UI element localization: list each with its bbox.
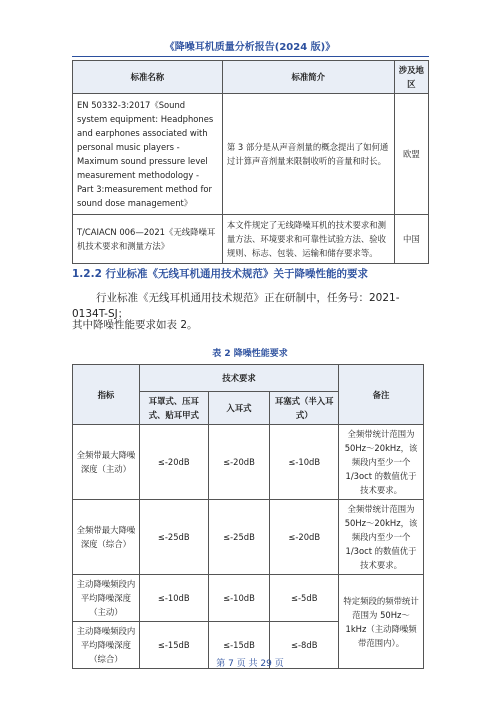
value-cell: ≤-10dB [270,425,339,500]
body-paragraph: 行业标准《无线耳机通用技术规范》正在研制中，任务号：2021-0134T-SJ； [72,292,400,320]
value-cell: ≤-25dB [139,500,208,575]
noise-table-header-row [73,365,424,392]
standard-intro-cell: 本文件规定了无线降噪耳机的技术要求和测量方法、环境要求和可靠性试验方法、验收规则、标志、包装、运输和储存要求等。 [222,215,394,264]
standard-region-cell: 欧盟 [394,94,428,215]
table-row [73,94,429,215]
value-cell: ≤-10dB [139,575,208,622]
standard-name-cell: EN 50332-3:2017《Sound system equipment: Headphones and earphones associated with personal music players - Maximum sound pressure level measurement methodology - Part 3:measurement method for sound dose management》 [73,94,223,215]
section-title: 1.2.2 行业标准《无线耳机通用技术规范》关于降噪性能的要求 [72,268,369,280]
header-standard-intro: 标准简介 [222,61,394,94]
subheader-in-ear: 入耳式 [208,392,270,425]
body-paragraph: 其中降噪性能要求如表 2。 [72,319,198,331]
table-row [73,425,424,500]
table-row [73,500,424,575]
value-cell: ≤-15dB [139,622,208,669]
indicator-cell: 全频带最大降噪深度（主动） [73,425,140,500]
table-row [73,215,429,264]
standards-table [72,60,429,264]
standard-region-cell: 中国 [394,215,428,264]
indicator-cell: 主动降噪频段内平均降噪深度（主动） [73,575,140,622]
note-cell: 特定频段的频带统计范围为 50Hz～1kHz（主动降噪频带范围内）。 [339,575,424,669]
table-caption: 表 2 降噪性能要求 [212,349,288,359]
header-tech-requirements: 技术要求 [139,365,338,392]
value-cell: ≤-8dB [270,622,339,669]
subheader-earbud: 耳塞式（半入耳式） [270,392,339,425]
noise-performance-table [72,364,424,669]
header-divider [72,56,429,57]
header-note: 备注 [339,365,424,425]
header-indicator: 指标 [73,365,140,425]
value-cell: ≤-20dB [270,500,339,575]
standard-intro-cell: 第 3 部分是从声音剂量的概念提出了如何通过计算声音剂量来限制收听的音量和时长。 [222,94,394,215]
value-cell: ≤-10dB [208,575,270,622]
value-cell: ≤-20dB [208,425,270,500]
report-header-title: 《降噪耳机质量分析报告(2024 版)》 [164,42,336,53]
table-row [73,575,424,622]
value-cell: ≤-15dB [208,622,270,669]
value-cell: ≤-25dB [208,500,270,575]
indicator-cell: 主动降噪频段内平均降噪深度（综合） [73,622,140,669]
standards-table-header-row [73,61,429,94]
value-cell: ≤-20dB [139,425,208,500]
note-cell: 全频带统计范围为50Hz～20kHz，该频段内至少一个 1/3oct 的数值优于技术要求。 [339,500,424,575]
page-number: 第 7 页 共 29 页 [216,659,284,669]
value-cell: ≤-5dB [270,575,339,622]
standard-name-cell: T/CAIACN 006—2021《无线降噪耳机技术要求和测量方法》 [73,215,223,264]
header-region: 涉及地区 [394,61,428,94]
subheader-over-ear: 耳罩式、压耳式、贴耳甲式 [139,392,208,425]
header-standard-name: 标准名称 [73,61,223,94]
indicator-cell: 全频带最大降噪深度（综合） [73,500,140,575]
note-cell: 全频带统计范围为50Hz～20kHz，该频段内至少一个 1/3oct 的数值优于技术要求。 [339,425,424,500]
